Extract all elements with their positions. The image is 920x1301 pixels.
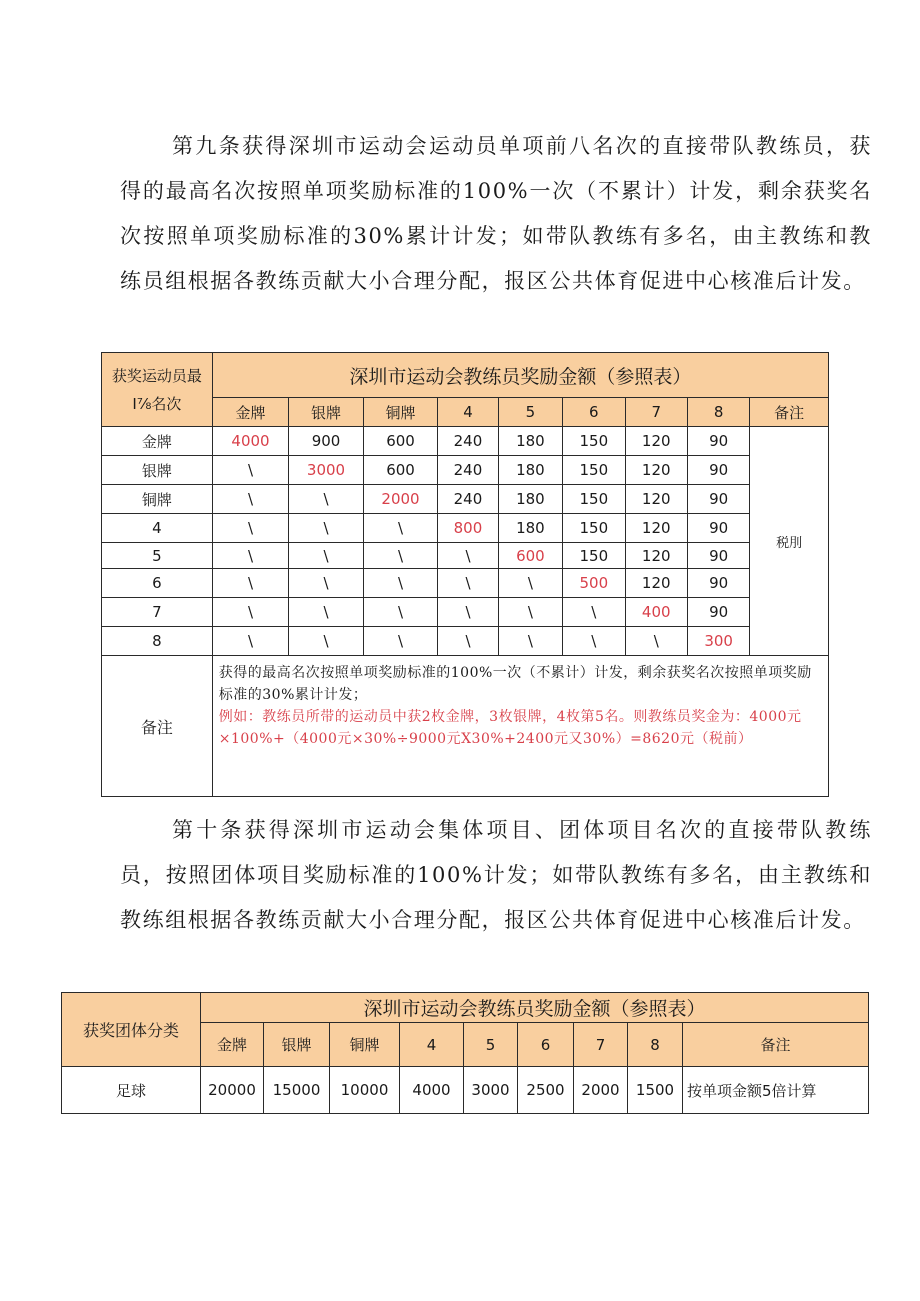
team-remark-cell: 按单项金额5倍计算 <box>683 1067 869 1114</box>
team-reward-table <box>61 992 869 1114</box>
reward-cell: 240 <box>438 456 498 485</box>
reward-cell: \ <box>289 543 364 569</box>
table2-col-header: 5 <box>464 1023 518 1067</box>
table1-remark-label: 备注 <box>102 656 213 797</box>
reward-cell: 20000 <box>201 1067 264 1114</box>
reward-cell: 150 <box>563 485 625 514</box>
row-label: 金牌 <box>102 427 213 456</box>
reward-cell: 800 <box>438 514 498 543</box>
table-row <box>102 514 829 543</box>
row-label: 5 <box>102 543 213 569</box>
reward-cell: \ <box>212 598 289 627</box>
table1-col-header: 5 <box>498 398 562 427</box>
table-row <box>102 543 829 569</box>
reward-cell: 4000 <box>400 1067 464 1114</box>
reward-cell: \ <box>563 627 625 656</box>
reward-cell: 15000 <box>264 1067 330 1114</box>
reward-cell: 400 <box>625 598 687 627</box>
table1-col-header: 银牌 <box>289 398 364 427</box>
reward-cell: 150 <box>563 456 625 485</box>
row-label: 足球 <box>62 1067 201 1114</box>
reward-cell: \ <box>438 598 498 627</box>
table1-col-header: 铜牌 <box>363 398 438 427</box>
reward-cell: 240 <box>438 485 498 514</box>
table1-corner-line2: I⅞名次 <box>132 394 182 413</box>
reward-cell: \ <box>289 569 364 598</box>
article-10-paragraph: 第十条获得深圳市运动会集体项目、团体项目名次的直接带队教练员，按照团体项目奖励标准的100%计发；如带队教练有多名，由主教练和教练组根据各教练贡献大小合理分配，报区公共体育促进中心核准后计发。 <box>120 818 872 932</box>
reward-cell: 120 <box>625 427 687 456</box>
table1-corner-header <box>102 353 213 427</box>
reward-cell: 150 <box>563 543 625 569</box>
reward-cell: \ <box>438 627 498 656</box>
table2-col-header: 银牌 <box>264 1023 330 1067</box>
table1-title: 深圳市运动会教练员奖励金额（参照表） <box>212 353 828 398</box>
reward-cell: 2000 <box>363 485 438 514</box>
reward-cell: \ <box>212 456 289 485</box>
row-label: 铜牌 <box>102 485 213 514</box>
table1-col-header: 6 <box>563 398 625 427</box>
reward-cell: 10000 <box>330 1067 400 1114</box>
reward-cell: 3000 <box>464 1067 518 1114</box>
reward-cell: \ <box>212 485 289 514</box>
reward-cell: 300 <box>687 627 749 656</box>
reward-cell: 120 <box>625 569 687 598</box>
reward-cell: \ <box>363 569 438 598</box>
reward-cell: 180 <box>498 456 562 485</box>
reward-cell: \ <box>498 569 562 598</box>
reward-cell: 3000 <box>289 456 364 485</box>
reward-cell: \ <box>212 569 289 598</box>
reward-cell: 90 <box>687 569 749 598</box>
reward-cell: 150 <box>563 427 625 456</box>
reward-cell: 120 <box>625 543 687 569</box>
row-label: 7 <box>102 598 213 627</box>
reward-cell: 90 <box>687 543 749 569</box>
reward-cell: 180 <box>498 514 562 543</box>
reward-cell: \ <box>363 514 438 543</box>
reward-cell: 2000 <box>574 1067 628 1114</box>
reward-cell: \ <box>212 543 289 569</box>
table-row <box>62 1067 869 1114</box>
reward-cell: 900 <box>289 427 364 456</box>
reward-cell: 240 <box>438 427 498 456</box>
table1-col-header: 7 <box>625 398 687 427</box>
reward-cell: \ <box>289 485 364 514</box>
remark-example-text: 例如：教练员所带的运动员中获2枚金牌，3枚银牌，4枚第5名。则教练员奖金为：4000元×100%+（4000元×30%÷9000元X30%+2400元又30%）=8620元（税前） <box>218 709 802 747</box>
row-label: 8 <box>102 627 213 656</box>
reward-cell: 180 <box>498 427 562 456</box>
reward-cell: \ <box>363 598 438 627</box>
reward-cell: \ <box>438 543 498 569</box>
table1-corner-line1: 获奖运动员最 <box>111 366 202 385</box>
reward-cell: \ <box>563 598 625 627</box>
reward-cell: 1500 <box>628 1067 683 1114</box>
reward-cell: 2500 <box>518 1067 574 1114</box>
reward-cell: 90 <box>687 456 749 485</box>
table2-col-header: 8 <box>628 1023 683 1067</box>
reward-cell: 90 <box>687 514 749 543</box>
reward-cell: \ <box>289 598 364 627</box>
table-row <box>102 427 829 456</box>
reward-cell: 90 <box>687 598 749 627</box>
table2-corner-header: 获奖团体分类 <box>62 993 201 1067</box>
reward-cell: 600 <box>363 456 438 485</box>
table2-title: 深圳市运动会教练员奖励金额（参照表） <box>201 993 869 1023</box>
row-label: 4 <box>102 514 213 543</box>
table1-col-header: 金牌 <box>212 398 289 427</box>
reward-cell: \ <box>363 627 438 656</box>
reward-cell: 90 <box>687 485 749 514</box>
reward-cell: \ <box>212 514 289 543</box>
table-row <box>102 485 829 514</box>
reward-cell: 120 <box>625 514 687 543</box>
reward-cell: 120 <box>625 485 687 514</box>
row-label: 6 <box>102 569 213 598</box>
table-row <box>102 456 829 485</box>
reward-cell: 150 <box>563 514 625 543</box>
reward-cell: 90 <box>687 427 749 456</box>
table-row <box>102 598 829 627</box>
remark-rule-text: 获得的最高名次按照单项奖励标准的100%一次（不累计）计发，剩余获奖名次按照单项奖励标准的30%累计计发； <box>218 665 812 703</box>
reward-cell: 120 <box>625 456 687 485</box>
reward-cell: \ <box>212 627 289 656</box>
reward-cell: \ <box>498 598 562 627</box>
row-label: 银牌 <box>102 456 213 485</box>
individual-reward-table <box>101 352 829 797</box>
reward-cell: \ <box>625 627 687 656</box>
table2-col-header: 4 <box>400 1023 464 1067</box>
table2-col-header: 金牌 <box>201 1023 264 1067</box>
table1-col-header: 4 <box>438 398 498 427</box>
table-row <box>102 569 829 598</box>
table-row <box>102 627 829 656</box>
table2-col-header: 备注 <box>683 1023 869 1067</box>
article-9-paragraph: 第九条获得深圳市运动会运动员单项前八名次的直接带队教练员，获得的最高名次按照单项奖励标准的100%一次（不累计）计发，剩余获奖名次按照单项奖励标准的30%累计计发；如带队教练有多名，由主教练和教练员组根据各教练贡献大小合理分配，报区公共体育促进中心核准后计发。 <box>120 134 872 293</box>
table2-col-header: 铜牌 <box>330 1023 400 1067</box>
table1-remark-body <box>212 656 828 797</box>
table2-col-header: 6 <box>518 1023 574 1067</box>
reward-cell: \ <box>498 627 562 656</box>
reward-cell: 500 <box>563 569 625 598</box>
reward-cell: 180 <box>498 485 562 514</box>
reward-cell: 600 <box>498 543 562 569</box>
table1-col-header: 备注 <box>750 398 829 427</box>
reward-cell: \ <box>363 543 438 569</box>
table2-col-header: 7 <box>574 1023 628 1067</box>
tax-note: 税刖 <box>750 427 829 656</box>
table1-col-header: 8 <box>687 398 749 427</box>
reward-cell: 600 <box>363 427 438 456</box>
reward-cell: \ <box>289 514 364 543</box>
reward-cell: 4000 <box>212 427 289 456</box>
reward-cell: \ <box>289 627 364 656</box>
reward-cell: \ <box>438 569 498 598</box>
